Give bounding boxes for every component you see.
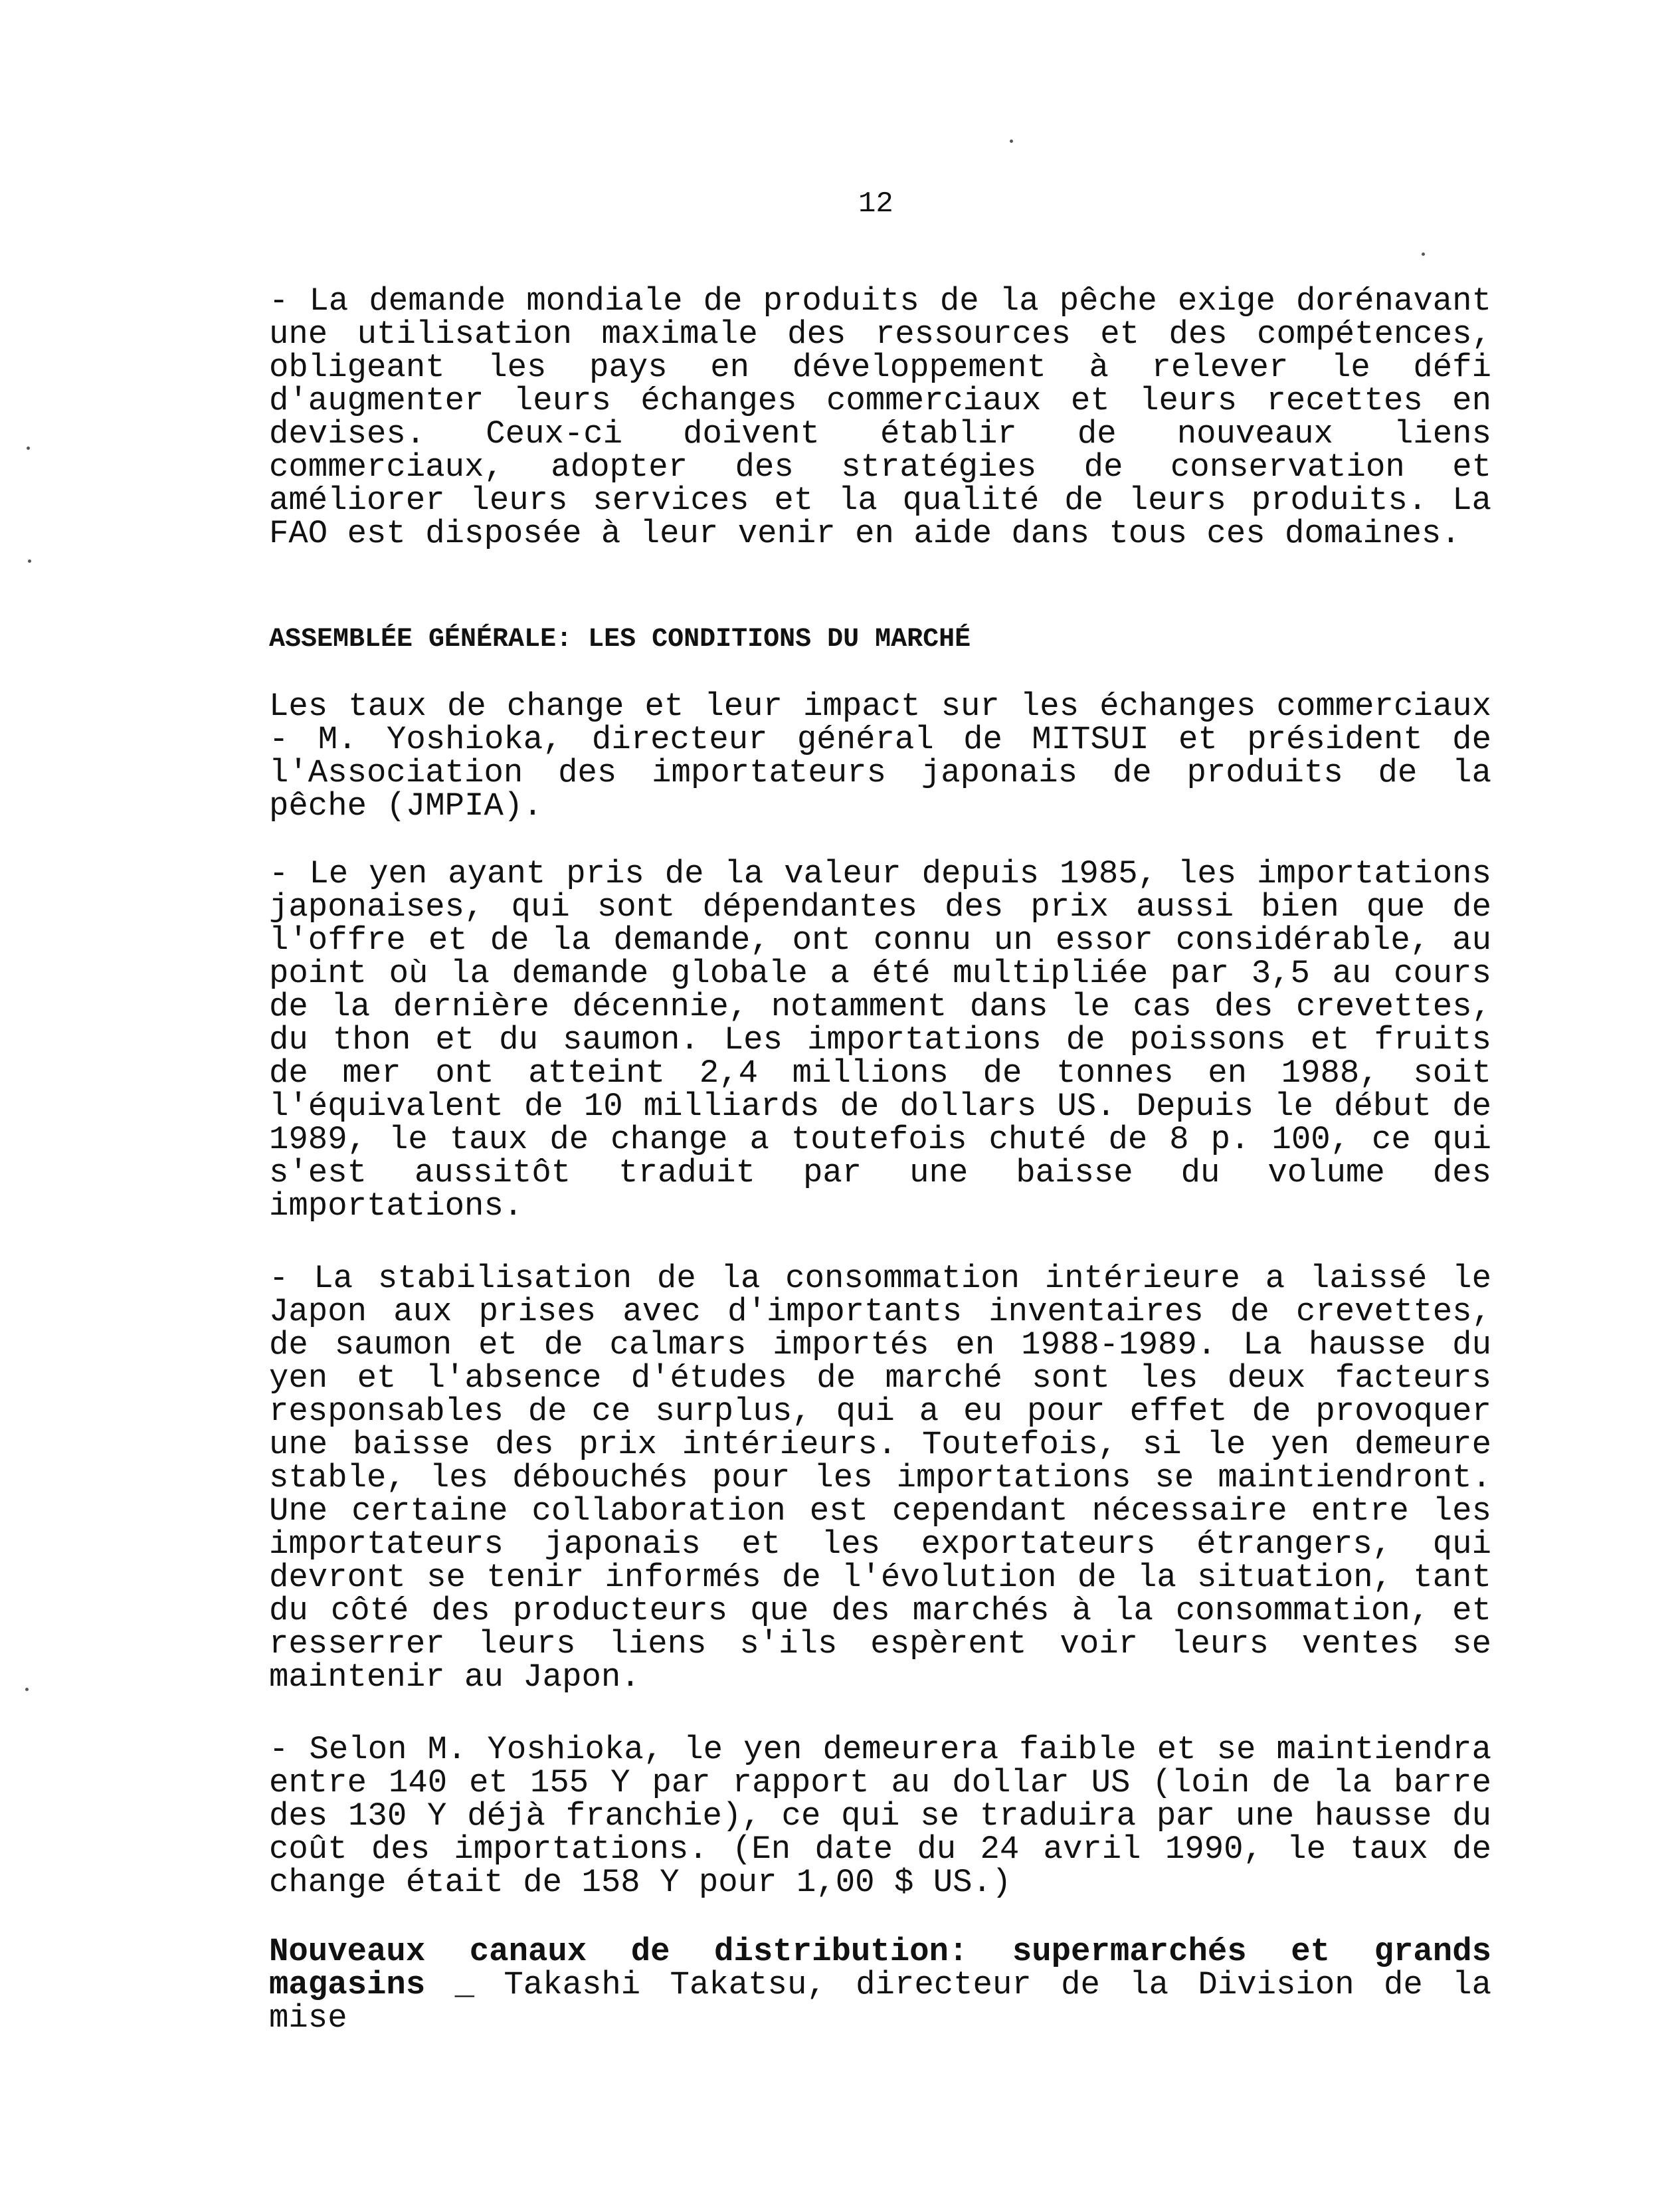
paragraph-consumption-stabilization: [269, 1262, 1491, 1694]
paragraph-fao-demand: [269, 284, 1491, 550]
section-heading: [269, 623, 1491, 656]
subheading-bold: Nouveaux canaux de distribution: supermarchés et grands magasins: [269, 1933, 1491, 2003]
paragraph-yen-value: [269, 857, 1491, 1223]
paragraph-exchange-rates-intro: [269, 690, 1491, 823]
paragraph-continuation: _ Takashi Takatsu, directeur de la Division de la mise: [269, 1966, 1491, 2037]
scan-speck: [27, 447, 30, 450]
paragraph-distribution-channels: [269, 1935, 1491, 2035]
paragraph-text: - La stabilisation de la consommation intérieure a laissé le Japon aux prises avec d'importants inventaires de crevettes, de saumon et de calmars importés en 1988-1989. La hausse du yen et l'absence d'études de marché sont les deux facteurs responsables de ce surplus, qui a eu pour effet de provoquer une baisse des prix intérieurs. Toutefois, si le yen demeure stable, les débouchés pour les importations se maintiendront. Une certaine collaboration est cependant nécessaire entre les importateurs japonais et les exportateurs étrangers, qui devront se tenir informés de l'évolution de la situation, tant du côté des producteurs que des marchés à la consommation, et resserrer leurs liens s'ils espèrent voir leurs ventes se maintenir au Japon.: [269, 1260, 1491, 1696]
paragraph-yen-forecast: [269, 1733, 1491, 1899]
scan-speck: [28, 559, 31, 563]
page-number: 12: [858, 187, 893, 221]
scan-speck: [25, 1688, 29, 1691]
paragraph-text: - Le yen ayant pris de la valeur depuis 1985, les importations japonaises, qui sont dépendantes des prix aussi bien que de l'offre et de la demande, ont connu un essor considérable, au point où la demande globale a été multipliée par 3,5 au cours de la dernière décennie, notamment dans le cas des crevettes, du thon et du saumon. Les importations de poissons et fruits de mer ont atteint 2,4 millions de tonnes en 1988, soit l'équivalent de 10 milliards de dollars US. Depuis le début de 1989, le taux de change a toutefois chuté de 8 p. 100, ce qui s'est aussitôt traduit par une baisse du volume des importations.: [269, 855, 1491, 1225]
paragraph-text: Les taux de change et leur impact sur les échanges commerciaux - M. Yoshioka, directeur général de MITSUI et président de l'Association des importateurs japonais de produits de la pêche (JMPIA).: [269, 688, 1491, 825]
paragraph-text: - La demande mondiale de produits de la pêche exige dorénavant une utilisation maximale des ressources et des compétences, obligeant les pays en développement à relever le défi d'augmenter leurs échanges commerciaux et leurs recettes en devises. Ceux-ci doivent établir de nouveaux liens commerciaux, adopter des stratégies de conservation et améliorer leurs services et la qualité de leurs produits. La FAO est disposée à leur venir en aide dans tous ces domaines.: [269, 282, 1491, 552]
paragraph-text: [269, 1935, 1491, 2035]
scan-speck: [1422, 252, 1425, 256]
heading-text: ASSEMBLÉE GÉNÉRALE: LES CONDITIONS DU MARCHÉ: [269, 625, 971, 654]
scan-speck: [1010, 140, 1013, 143]
paragraph-text: - Selon M. Yoshioka, le yen demeurera faible et se maintiendra entre 140 et 155 Y par rapport au dollar US (loin de la barre des 130 Y déjà franchie), ce qui se traduira par une hausse du coût des importations. (En date du 24 avril 1990, le taux de change était de 158 Y pour 1,00 $ US.): [269, 1731, 1491, 1901]
